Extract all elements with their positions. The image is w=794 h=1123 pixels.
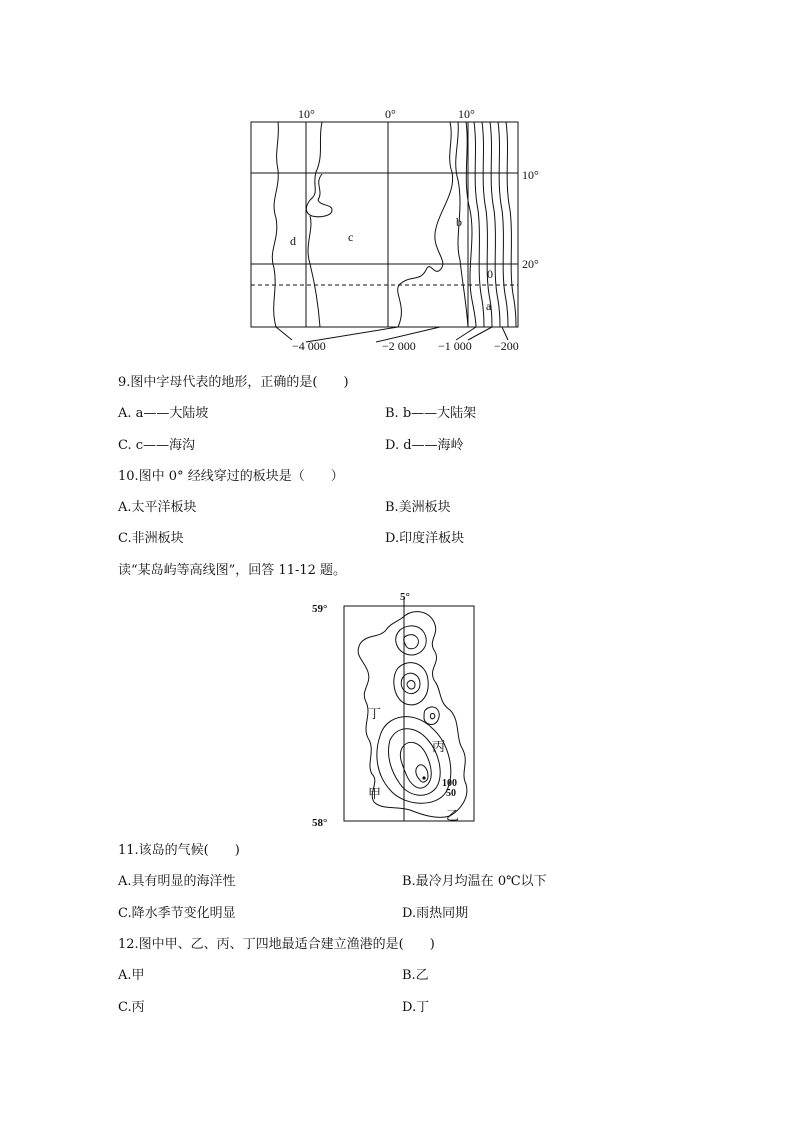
- map1-bottom-label-2000: −2 000: [382, 339, 416, 353]
- question-9-option-a: A. a——大陆坡: [118, 406, 209, 421]
- map1-top-label-10w: 10°: [298, 107, 315, 121]
- map1-frame: [251, 122, 518, 327]
- question-12-option-d: D.丁: [402, 1000, 430, 1015]
- map2-place-bing: 丙: [432, 739, 446, 754]
- question-12-option-c: C.丙: [118, 1000, 145, 1015]
- map2-place-ding: 丁: [368, 706, 382, 721]
- map1-right-label-20: 20°: [522, 257, 539, 271]
- question-12-stem: 12.图中甲、乙、丙、丁四地最适合建立渔港的是( ): [118, 937, 435, 952]
- question-11-option-d: D.雨热同期: [402, 906, 469, 921]
- question-11-option-c: C.降水季节变化明显: [118, 906, 236, 921]
- map1-label-zero: 0: [487, 267, 493, 281]
- map1-right-label-10: 10°: [522, 168, 539, 182]
- map2-place-jia: 甲: [368, 786, 382, 801]
- map1-bottom-label-4000: −4 000: [292, 339, 326, 353]
- map1-bottom-label-1000: −1 000: [438, 339, 472, 353]
- question-12-option-b: B.乙: [402, 968, 429, 983]
- question-11-option-a: A.具有明显的海洋性: [118, 874, 236, 889]
- question-12-option-a: A.甲: [118, 968, 145, 983]
- map2-contour-50: 50: [446, 788, 456, 799]
- question-10-option-d: D.印度洋板块: [385, 531, 465, 546]
- map2-lat-bottom: 58°: [312, 817, 328, 828]
- question-10-option-a: A.太平洋板块: [118, 500, 197, 515]
- map1-top-label-10e: 10°: [458, 107, 475, 121]
- map2-lat-top: 59°: [312, 603, 328, 615]
- questions-11-12-intro: 读“某岛屿等高线图”，回答 11-12 题。: [118, 563, 347, 578]
- map2-place-yi: 乙: [446, 808, 460, 823]
- question-9-option-d: D. d——海岭: [385, 438, 464, 453]
- question-10-stem: 10.图中 0° 经线穿过的板块是（ ）: [118, 469, 344, 484]
- question-9-option-c: C. c——海沟: [118, 438, 196, 453]
- ocean-floor-map: [240, 100, 540, 358]
- question-10-option-b: B.美洲板块: [385, 500, 451, 515]
- map1-region-c: c: [348, 230, 354, 244]
- map2-contour-100: 100: [442, 778, 457, 789]
- map1-top-label-0: 0°: [385, 107, 396, 121]
- question-11-stem: 11.该岛的气候( ): [118, 843, 240, 858]
- map2-lon-top: 5°: [400, 591, 410, 603]
- map1-bottom-label-200: −200: [494, 339, 519, 353]
- island-contour-map: [310, 588, 500, 828]
- question-10-option-c: C.非洲板块: [118, 531, 184, 546]
- question-11-option-b: B.最冷月均温在 0℃以下: [402, 874, 547, 889]
- question-9-stem: 9.图中字母代表的地形，正确的是( ): [118, 375, 349, 390]
- question-9-option-b: B. b——大陆架: [385, 406, 477, 421]
- map1-region-d: d: [290, 234, 296, 248]
- map1-region-a: a: [486, 299, 492, 313]
- map1-region-b: b: [456, 215, 462, 229]
